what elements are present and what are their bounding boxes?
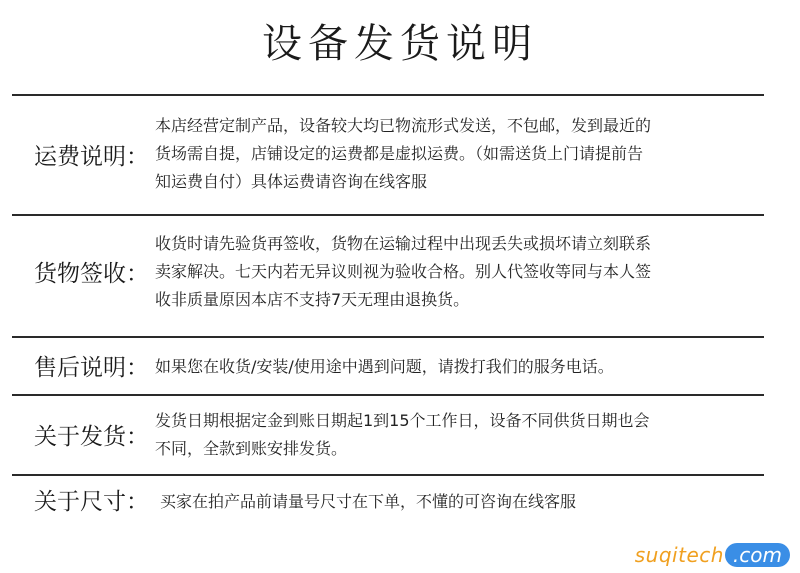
text-line: 不同，全款到账安排发货。 — [155, 439, 348, 458]
section-label: 关于发货： — [34, 424, 149, 450]
site-watermark — [635, 543, 790, 567]
text-line: 卖家解决。七天内若无异议则视为验收合格。别人代签收等同与本人签 — [155, 262, 652, 281]
text-line: 货场需自提，店铺设定的运费都是虚拟运费。（如需送货上门请提前告 — [155, 144, 644, 163]
section-label: 售后说明： — [34, 355, 149, 381]
text-line: 发货日期根据定金到账日期起1到15个工作日，设备不同供货日期也会 — [155, 411, 650, 430]
divider — [12, 474, 764, 476]
section-text — [155, 407, 755, 463]
divider — [12, 336, 764, 338]
section-text — [155, 112, 755, 196]
section-text — [160, 488, 760, 516]
section-label: 关于尺寸： — [34, 489, 149, 515]
watermark-domain: .com — [725, 543, 790, 567]
section-label: 运费说明： — [34, 144, 149, 170]
text-line: 如果您在收货/安装/使用途中遇到问题，请拨打我们的服务电话。 — [155, 357, 614, 376]
section-text — [155, 230, 755, 314]
divider — [12, 214, 764, 216]
watermark-text: suqitech — [634, 543, 724, 567]
text-line: 买家在拍产品前请量号尺寸在下单，不懂的可咨询在线客服 — [160, 492, 577, 511]
section-text — [155, 353, 755, 381]
text-line: 收非质量原因本店不支持7天无理由退换货。 — [155, 290, 470, 309]
divider — [12, 394, 764, 396]
text-line: 本店经营定制产品，设备较大均已物流形式发送，不包邮，发到最近的 — [155, 116, 652, 135]
divider — [12, 94, 764, 96]
text-line: 知运费自付）具体运费请咨询在线客服 — [155, 172, 428, 191]
text-line: 收货时请先验货再签收，货物在运输过程中出现丢失或损坏请立刻联系 — [155, 234, 652, 253]
section-label: 货物签收： — [34, 261, 149, 287]
page-title: 设备发货说明 — [262, 21, 538, 67]
